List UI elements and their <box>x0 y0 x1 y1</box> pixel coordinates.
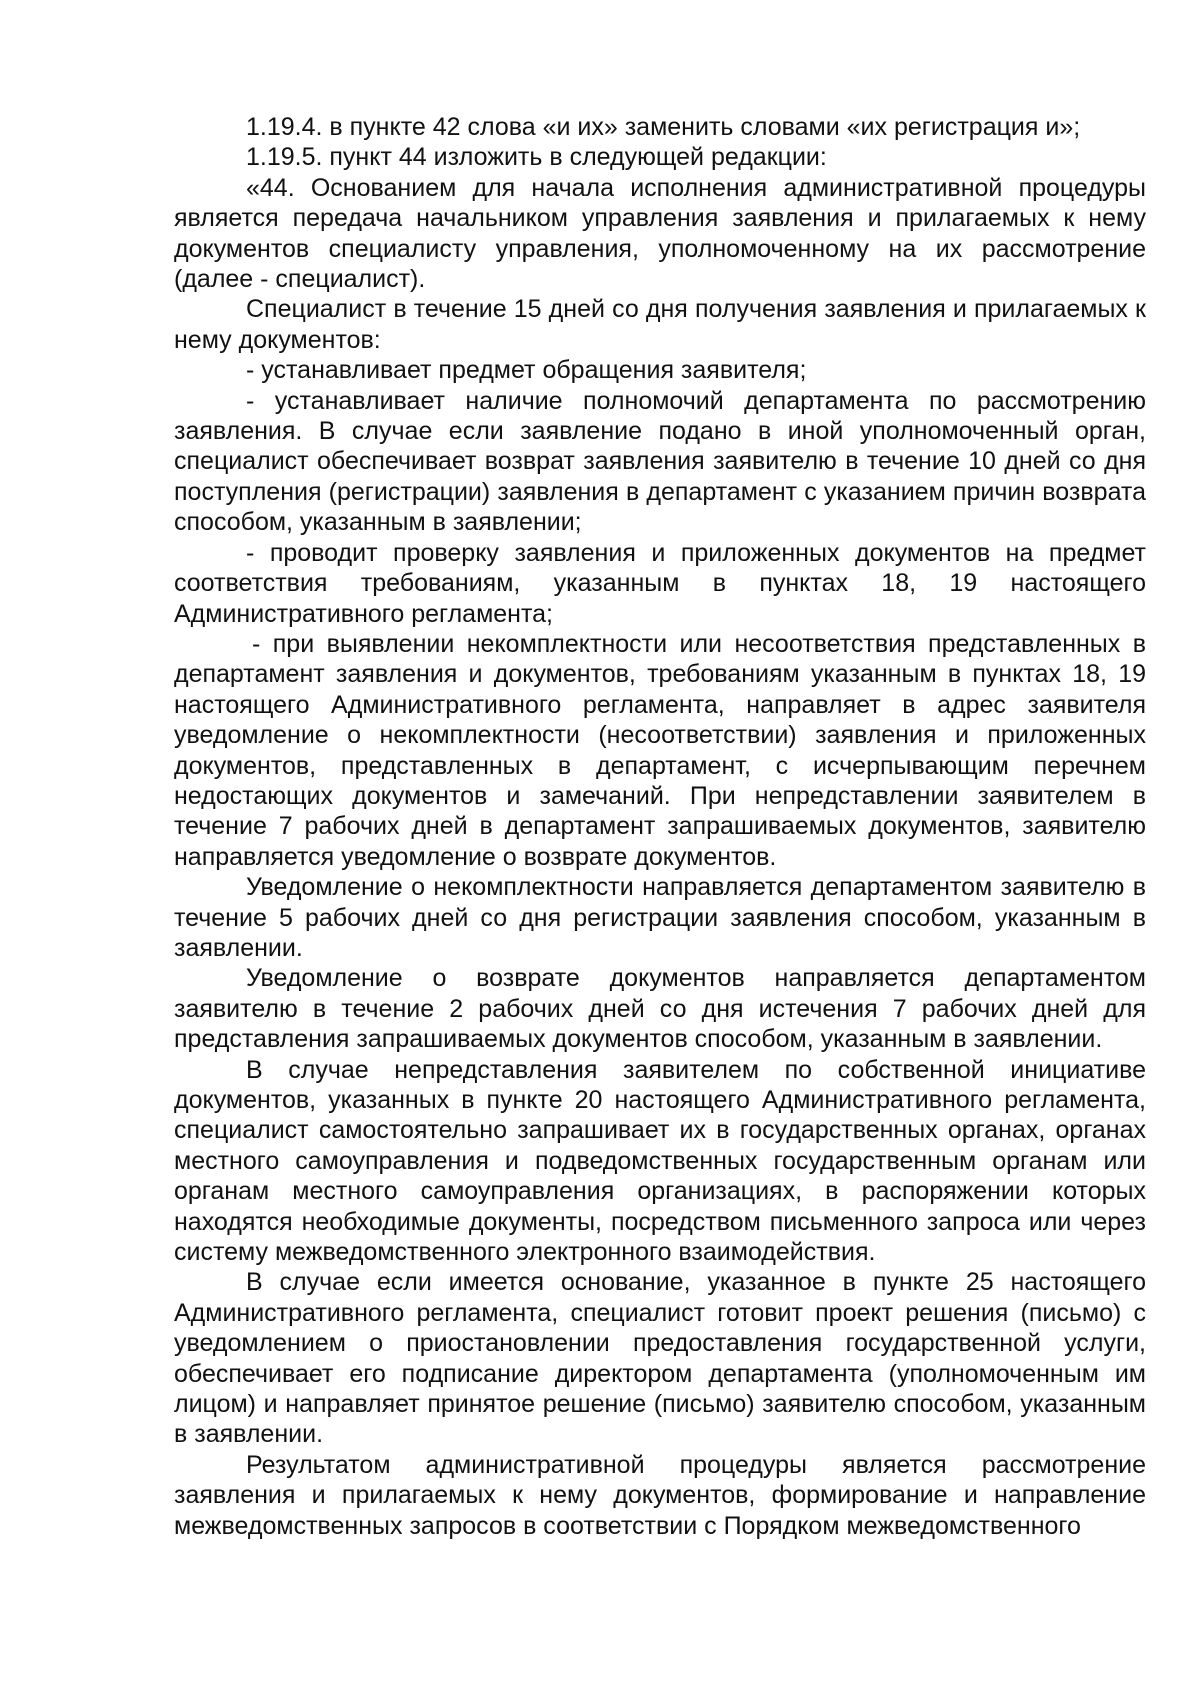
paragraph-specialist-15-days: Специалист в течение 15 дней со дня получения заявления и прилагаемых к нему документов: <box>174 295 1146 354</box>
paragraph-44-basis: «44. Основанием для начала исполнения административной процедуры является передача начальником управления заявления и прилагаемых к нему документов специалисту управления, уполномоченному на их рассмотрение (далее - специалист). <box>174 173 1146 294</box>
paragraph-incompleteness-notice: Уведомление о некомплектности направляется департаментом заявителю в течение 5 рабочих дней со дня регистрации заявления способом, указанным в заявлении. <box>174 873 1146 962</box>
paragraph-result: Результатом административной процедуры является рассмотрение заявления и прилагаемых к нему документов, формирование и направление межведомственных запросов в соответствии с Порядком межведомственного <box>174 1450 1146 1540</box>
paragraph-1-19-5: 1.19.5. пункт 44 изложить в следующей редакции: <box>246 143 827 172</box>
list-item-incompleteness: - при выявлении некомплектности или несоответствия представленных в департамент заявления и документов, требованиям указанным в пунктах 18, 19 настоящего Административного регламента, направляет в адрес заявителя уведомление о некомплектности (несоответствии) заявления и приложенных документов, представленных в департамент, с исчерпывающим перечнем недостающих документов и замечаний. При непредставлении заявителем в течение 7 рабочих дней в департамент запрашиваемых документов, заявителю направляется уведомление о возврате документов. <box>174 629 1146 871</box>
list-item-authority: - устанавливает наличие полномочий департамента по рассмотрению заявления. В случае если заявление подано в иной уполномоченный орган, специалист обеспечивает возврат заявления заявителю в течение 10 дней со дня поступления (регистрации) заявления в департамент с указанием причин возврата способом, указанным в заявлении; <box>174 386 1146 537</box>
list-item-subject: - устанавливает предмет обращения заявителя; <box>246 356 807 385</box>
paragraph-interagency-request: В случае непредставления заявителем по собственной инициативе документов, указанных в пункте 20 настоящего Административного регламента, специалист самостоятельно запрашивает их в государственных органах, органах местного самоуправления и подведомственных государственным органам или органам местного самоуправления организациях, в распоряжении которых находятся необходимые документы, посредством письменного запроса или через систему межведомственного электронного взаимодействия. <box>174 1055 1146 1267</box>
document-page <box>174 112 1146 1541</box>
paragraph-suspension: В случае если имеется основание, указанное в пункте 25 настоящего Административного регламента, специалист готовит проект решения (письмо) с уведомлением о приостановлении предоставления государственной услуги, обеспечивает его подписание директором департамента (уполномоченным им лицом) и направляет принятое решение (письмо) заявителю способом, указанным в заявлении. <box>174 1268 1146 1449</box>
paragraph-1-19-4: 1.19.4. в пункте 42 слова «и их» заменить словами «их регистрация и»; <box>246 113 1081 141</box>
paragraph-return-notice: Уведомление о возврате документов направляется департаментом заявителю в течение 2 рабочих дней со дня истечения 7 рабочих дней для представления запрашиваемых документов способом, указанным в заявлении. <box>174 964 1146 1054</box>
list-item-check: - проводит проверку заявления и приложенных документов на предмет соответствия требованиям, указанным в пунктах 18, 19 настоящего Административного регламента; <box>174 538 1146 628</box>
